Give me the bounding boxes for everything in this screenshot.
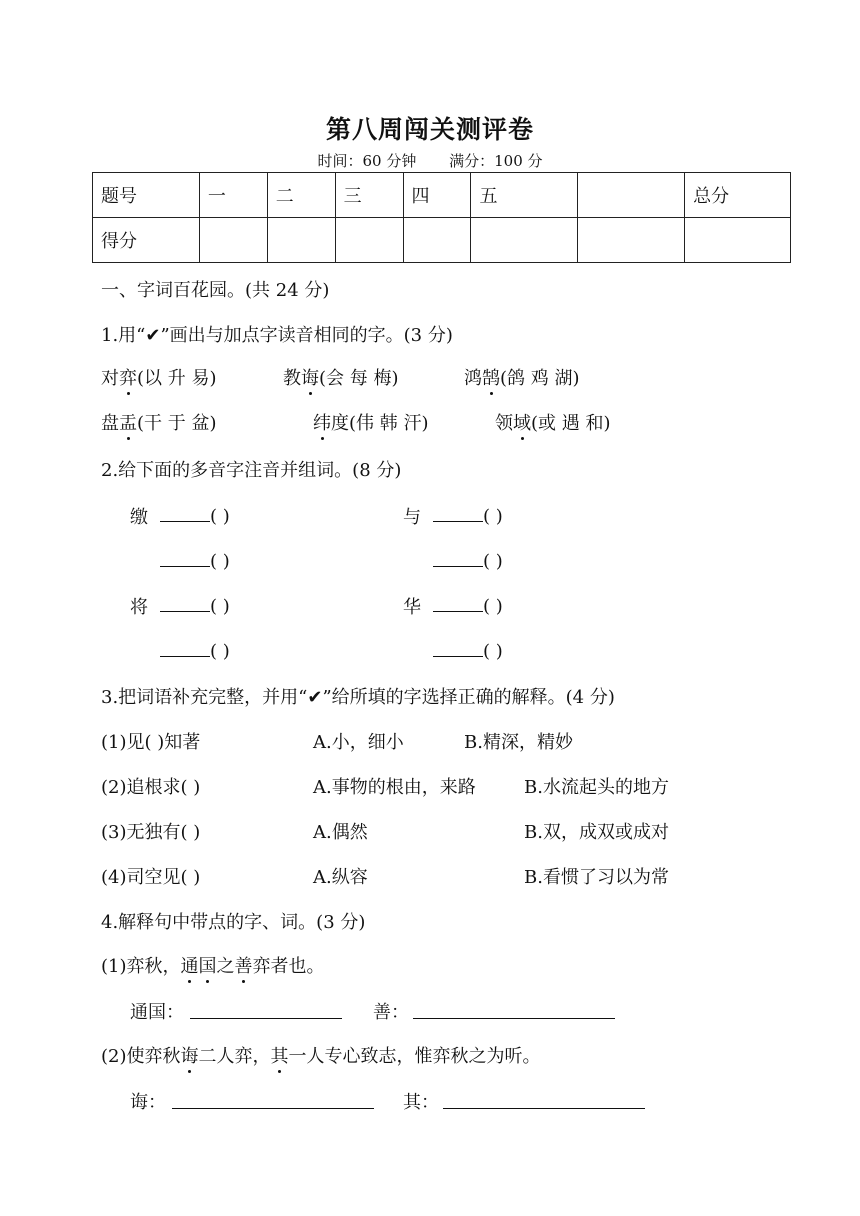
question-prompt: 4.解释句中带点的字、词。(3 分): [101, 912, 366, 933]
score-cell[interactable]: [335, 218, 403, 263]
score-header-cell: 一: [199, 173, 267, 218]
answer-blank[interactable]: [443, 1090, 645, 1113]
question-prompt: 2.给下面的多音字注音并组词。(8 分): [101, 460, 402, 481]
option-b[interactable]: B.精深，精妙: [464, 732, 573, 753]
pinyin-answer[interactable]: ( ): [433, 593, 503, 617]
exam-time: 时间：60 分钟: [317, 152, 417, 170]
q1-item: 鸿鹄(鸽 鸡 湖): [464, 368, 580, 389]
pinyin-answer[interactable]: ( ): [160, 503, 230, 527]
dotted-char: 鹄: [482, 368, 500, 389]
score-header-cell: 二: [267, 173, 335, 218]
polyphone-char: 华: [403, 597, 421, 618]
score-cell[interactable]: [471, 218, 578, 263]
pinyin-answer[interactable]: ( ): [160, 638, 230, 662]
dotted-char: 通: [180, 956, 199, 977]
option-a[interactable]: A.事物的根由，来路: [313, 777, 476, 798]
answer-label: 通国：: [130, 1002, 184, 1023]
answer-blank[interactable]: [172, 1090, 374, 1113]
dotted-char: 盂: [119, 413, 137, 434]
answer-blank[interactable]: [413, 1000, 615, 1023]
pinyin-answer[interactable]: ( ): [433, 503, 503, 527]
answer-label: 诲：: [130, 1092, 166, 1113]
score-cell[interactable]: [578, 218, 685, 263]
score-header-cell: 五: [471, 173, 578, 218]
score-table: [92, 172, 791, 263]
pinyin-answer[interactable]: ( ): [160, 548, 230, 572]
score-header-cell: 四: [403, 173, 471, 218]
score-cell[interactable]: [199, 218, 267, 263]
idiom-fill[interactable]: (2)追根求( ): [101, 777, 201, 798]
page-title: 第八周闯关测评卷: [325, 115, 534, 144]
score-header-cell: [578, 173, 685, 218]
option-b[interactable]: B.看惯了习以为常: [524, 867, 669, 888]
answer-label: 其：: [403, 1092, 439, 1113]
score-header-cell: 题号: [93, 173, 200, 218]
q1-item: 纬度(伟 韩 汗): [313, 413, 429, 434]
q1-item: 教诲(会 每 梅): [283, 368, 399, 389]
answer-blank[interactable]: [190, 1000, 342, 1023]
idiom-fill[interactable]: (4)司空见( ): [101, 867, 201, 888]
q1-item: 对弈(以 升 易): [101, 368, 217, 389]
classical-sentence: (1)弈秋，通国之善弈者也。: [101, 956, 325, 977]
dotted-char: 诲: [180, 1046, 199, 1067]
score-table-header-row: [93, 173, 791, 218]
q1-item: 领域(或 遇 和): [495, 413, 611, 434]
option-b[interactable]: B.水流起头的地方: [524, 777, 669, 798]
score-header-cell: 三: [335, 173, 403, 218]
option-a[interactable]: A.偶然: [313, 822, 368, 843]
dotted-char: 域: [513, 413, 531, 434]
option-a[interactable]: A.小，细小: [313, 732, 404, 753]
exam-meta: [0, 150, 860, 171]
option-b[interactable]: B.双，成双或成对: [524, 822, 669, 843]
answer-label: 善：: [373, 1002, 409, 1023]
dotted-char: 其: [270, 1046, 289, 1067]
idiom-fill[interactable]: (3)无独有( ): [101, 822, 201, 843]
idiom-fill[interactable]: (1)见( )知著: [101, 732, 201, 753]
pinyin-answer[interactable]: ( ): [160, 593, 230, 617]
score-cell[interactable]: [685, 218, 791, 263]
classical-sentence: (2)使弈秋诲二人弈，其一人专心致志，惟弈秋之为听。: [101, 1046, 541, 1067]
section-heading: 一、字词百花园。(共 24 分): [101, 280, 330, 301]
dotted-char: 诲: [301, 368, 319, 389]
dotted-char: 纬: [313, 413, 331, 434]
dotted-char: 善: [234, 956, 253, 977]
pinyin-answer[interactable]: ( ): [433, 638, 503, 662]
question-prompt: 3.把词语补充完整，并用“✔”给所填的字选择正确的解释。(4 分): [101, 687, 615, 708]
score-cell[interactable]: [267, 218, 335, 263]
score-header-cell: 总分: [685, 173, 791, 218]
dotted-char: 弈: [119, 368, 137, 389]
score-table-score-row: [93, 218, 791, 263]
exam-full-score: 满分：100 分: [449, 152, 543, 170]
polyphone-char: 与: [403, 507, 421, 528]
q1-item: 盘盂(干 于 盆): [101, 413, 217, 434]
dotted-char: 国: [198, 956, 217, 977]
option-a[interactable]: A.纵容: [313, 867, 368, 888]
score-cell[interactable]: [403, 218, 471, 263]
pinyin-answer[interactable]: ( ): [433, 548, 503, 572]
score-row-label: 得分: [93, 218, 200, 263]
polyphone-char: 将: [130, 597, 148, 618]
question-prompt: 1.用“✔”画出与加点字读音相同的字。(3 分): [101, 325, 453, 346]
polyphone-char: 缴: [130, 507, 148, 528]
